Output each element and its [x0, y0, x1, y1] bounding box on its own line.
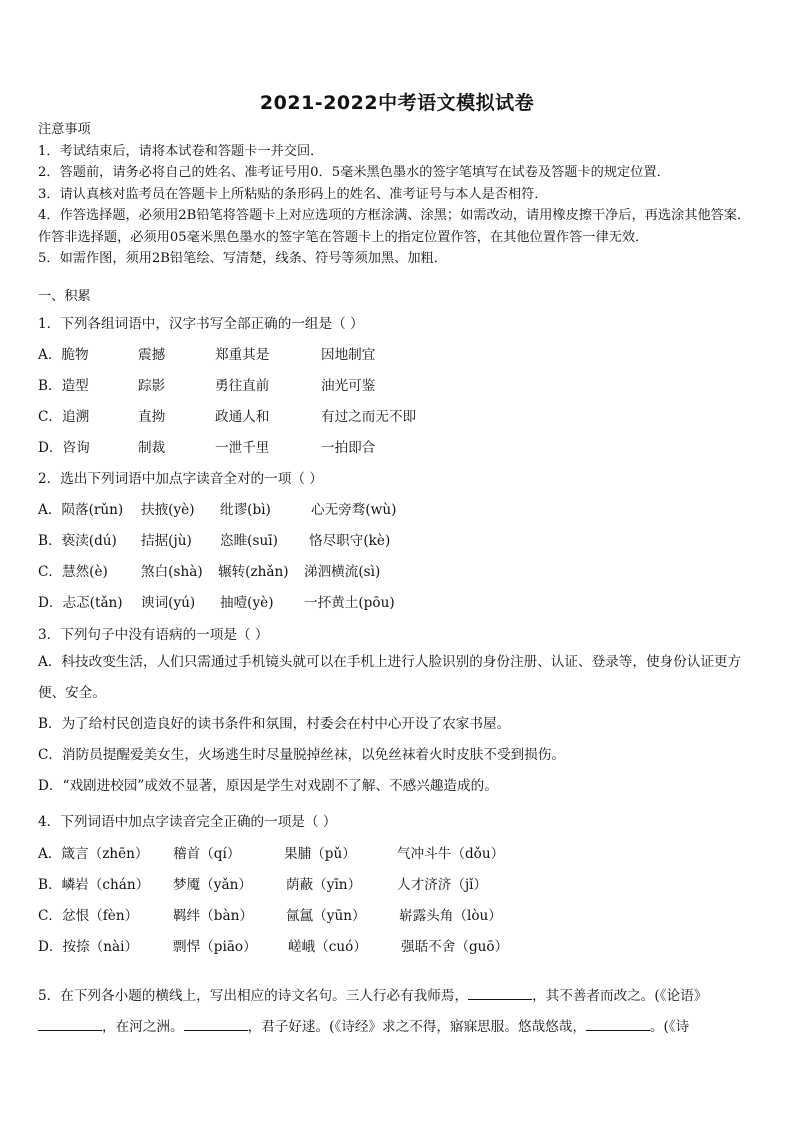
option-word: 辗转(zhǎn)	[218, 564, 289, 580]
option-word: 一泄千里	[215, 440, 270, 456]
option-word: C．忿恨（fèn）	[38, 908, 139, 924]
option-word: 踪影	[138, 378, 166, 394]
option-word: A．陨落(rǔn)	[38, 502, 124, 518]
option-word: 剽悍（piāo）	[173, 939, 257, 955]
poem-text: ，在河之洲。	[102, 1019, 184, 1035]
option-word: 因地制宜	[321, 347, 376, 363]
exam-title: 2021-2022中考语文模拟试卷	[259, 92, 535, 114]
option-word: 人才济济（jǐ）	[397, 877, 488, 893]
option-word: B．嶙岩（chán）	[38, 877, 150, 893]
option-word: 嵯峨（cuó）	[288, 939, 367, 955]
option-word: 强聒不舍（guō）	[401, 939, 509, 955]
option-word: 勇往直前	[215, 378, 270, 394]
option-word: 一抔黄土(pōu)	[304, 595, 395, 611]
option-word: D．咨询	[38, 440, 90, 456]
option-word: 直拗	[138, 409, 166, 425]
option-word: 有过之而无不即	[321, 409, 417, 425]
note-item: 5．如需作图，须用2B铅笔绘、写清楚，线条、符号等须加黑、加粗．	[38, 251, 447, 266]
option-word: 抽噎(yè)	[220, 595, 274, 611]
option-word: 谀词(yú)	[141, 595, 196, 611]
option-word: 煞白(shà)	[141, 564, 203, 580]
option-word: D．按捺（nài）	[38, 939, 139, 955]
option-word: D．忐忑(tǎn)	[38, 595, 123, 611]
poem-text: ，君子好逑。(《诗经》求之不得，寤寐思服。悠哉悠哉，	[247, 1019, 586, 1035]
answer-blank[interactable]	[38, 1016, 102, 1031]
option-word: 政通人和	[215, 409, 270, 425]
option-word: 震撼	[138, 347, 166, 363]
answer-blank[interactable]	[184, 1016, 248, 1031]
option-word: 稽首（qí）	[173, 846, 241, 862]
option-word: B．造型	[38, 378, 89, 394]
poem-text: 。(《诗	[649, 1019, 690, 1035]
question-3-option-b: B．为了给村民创造良好的读书条件和氛围，村委会在村中心开设了农家书屋。	[38, 716, 511, 732]
option-word: 崭露头角（lòu）	[399, 908, 502, 924]
option-word: 恪尽职守(kè)	[309, 533, 391, 549]
answer-blank[interactable]	[586, 1016, 650, 1031]
section-heading: 一、积累	[38, 289, 91, 304]
option-word: 恣睢(suī)	[220, 533, 278, 549]
option-word: 氤氲（yūn）	[286, 908, 366, 924]
option-word: 心无旁骛(wù)	[311, 502, 397, 518]
note-item: 2．答题前，请务必将自己的姓名、准考证号用0．5毫米黑色墨水的签字笔填写在试卷及答题卡的规定位置．	[38, 165, 670, 180]
option-word: B．亵渎(dú)	[38, 533, 117, 549]
question-3-stem: 3．下列句子中没有语病的一项是（ ）	[38, 627, 269, 643]
option-word: A．脆物	[38, 347, 89, 363]
option-word: 制裁	[138, 440, 166, 456]
question-5-text	[38, 981, 756, 1043]
option-word: 扶掖(yè)	[141, 502, 195, 518]
question-2-stem: 2．选出下列词语中加点字读音全对的一项（ ）	[38, 471, 323, 487]
option-word: 油光可鉴	[321, 378, 376, 394]
option-word: 果脯（pǔ）	[284, 846, 356, 862]
poem-text: ，其不善者而改之。(《论语》	[532, 988, 708, 1004]
option-word: C．追溯	[38, 409, 90, 425]
note-item: 1．考试结束后，请将本试卷和答题卡一并交回．	[38, 143, 324, 159]
notes-heading: 注意事项	[38, 122, 91, 137]
answer-blank[interactable]	[468, 985, 532, 1000]
option-word: 羁绊（bàn）	[173, 908, 253, 924]
option-word: 一拍即合	[321, 440, 376, 456]
note-item: 3．请认真核对监考员在答题卡上所粘贴的条形码上的姓名、准考证号与本人是否相符．	[38, 186, 548, 202]
question-3-option-d: D．“戏剧进校园”成效不显著，原因是学生对戏剧不了解、不感兴趣造成的。	[38, 778, 498, 794]
option-word: 荫蔽（yīn）	[286, 877, 362, 893]
note-item: 4．作答选择题，必须用2B铅笔将答题卡上对应选项的方框涂满、涂黑；如需改动，请用橡皮擦干净后，再选涂其他答案．作答非选择题，必须用05毫米黑色墨水的签字笔在答题卡上的指定位置作答，在其他位置作答一律无效．	[38, 208, 751, 245]
option-word: 梦魇（yǎn）	[173, 877, 252, 893]
question-3-option-c: C．消防员提醒爱美女生，火场逃生时尽量脱掉丝袜，以免丝袜着火时皮肤不受到损伤。	[38, 747, 565, 763]
option-word: 郑重其是	[215, 347, 270, 363]
option-word: 纰谬(bì)	[220, 502, 271, 518]
question-3-option-a: A．科技改变生活，人们只需通过手机镜头就可以在手机上进行人脸识别的身份注册、认证、登录等，使身份认证更方便、安全。	[38, 654, 742, 701]
question-1-stem: 1．下列各组词语中，汉字书写全部正确的一组是（ ）	[38, 316, 364, 332]
notes-block	[38, 119, 756, 270]
option-word: A．箴言（zhēn）	[38, 846, 149, 862]
option-word: 拮据(jù)	[141, 533, 192, 549]
option-word: C．慧然(è)	[38, 564, 108, 580]
option-word: 气冲斗牛（dǒu）	[397, 846, 505, 862]
option-word: 涕泗横流(sì)	[304, 564, 381, 580]
poem-text: 5．在下列各小题的横线上，写出相应的诗文名句。三人行必有我师焉，	[38, 988, 469, 1004]
question-4-stem: 4．下列词语中加点字读音完全正确的一项是（ ）	[38, 814, 337, 830]
